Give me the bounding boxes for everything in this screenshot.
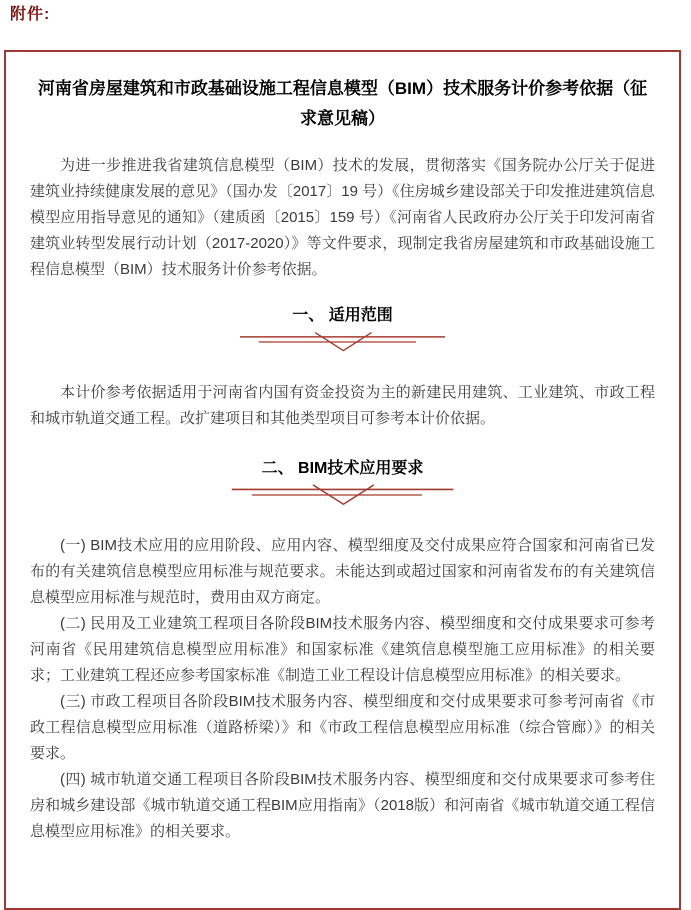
requirement-paragraph-1: (一) BIM技术应用的应用阶段、应用内容、模型细度及交付成果应符合国家和河南省已发布的有关建筑信息模型应用标准与规范要求。未能达到或超过国家和河南省发布的有关建筑信息模型应用标准与规范时，费用由双方商定。: [30, 537, 655, 606]
section-divider-ornament: [30, 330, 655, 354]
requirement-paragraph-4: (四) 城市轨道交通工程项目各阶段BIM技术服务内容、模型细度和交付成果要求可参考住房和城乡建设部《城市轨道交通工程BIM应用指南》（2018版）和河南省《城市轨道交通工程信息模型应用标准》的相关要求。: [30, 771, 655, 840]
scope-paragraph: 本计价参考依据适用于河南省内国有资金投资为主的新建民用建筑、工业建筑、市政工程和城市轨道交通工程。改扩建项目和其他类型项目可参考本计价依据。: [30, 384, 655, 427]
attachment-label: 附件:: [10, 6, 51, 23]
intro-paragraph: 为进一步推进我省建筑信息模型（BIM）技术的发展，贯彻落实《国务院办公厅关于促进建筑业持续健康发展的意见》（国办发〔2017〕19 号）《住房城乡建设部关于印发推进建筑信息模型应用指导意见的通知》（建质函〔2015〕159 号）《河南省人民政府办公厅关于印发河南省建筑业转型发展行动计划（2017-2020）》等文件要求，现制定我省房屋建筑和市政基础设施工程信息模型（BIM）技术服务计价参考依据。: [30, 157, 655, 278]
document-frame: [4, 50, 681, 910]
requirement-paragraph-2: (二) 民用及工业建筑工程项目各阶段BIM技术服务内容、模型细度和交付成果要求可参考河南省《民用建筑信息模型应用标准》和国家标准《建筑信息模型施工应用标准》的相关要求；工业建筑工程还应参考国家标准《制造工业工程设计信息模型应用标准》的相关要求。: [30, 615, 655, 684]
document-title: 河南省房屋建筑和市政基础设施工程信息模型（BIM）技术服务计价参考依据（征求意见稿）: [37, 79, 648, 128]
section-divider-ornament: [30, 483, 655, 507]
requirement-paragraph-3: (三) 市政工程项目各阶段BIM技术服务内容、模型细度和交付成果要求可参考河南省《市政工程信息模型应用标准（道路桥梁）》和《市政工程信息模型应用标准（综合管廊）》的相关要求。: [30, 693, 655, 762]
divider-chevron-icon: [220, 483, 465, 507]
divider-chevron-icon: [240, 330, 445, 354]
section-2-heading: 二、 BIM技术应用要求: [261, 460, 424, 477]
section-1-heading: 一、 适用范围: [292, 307, 393, 324]
